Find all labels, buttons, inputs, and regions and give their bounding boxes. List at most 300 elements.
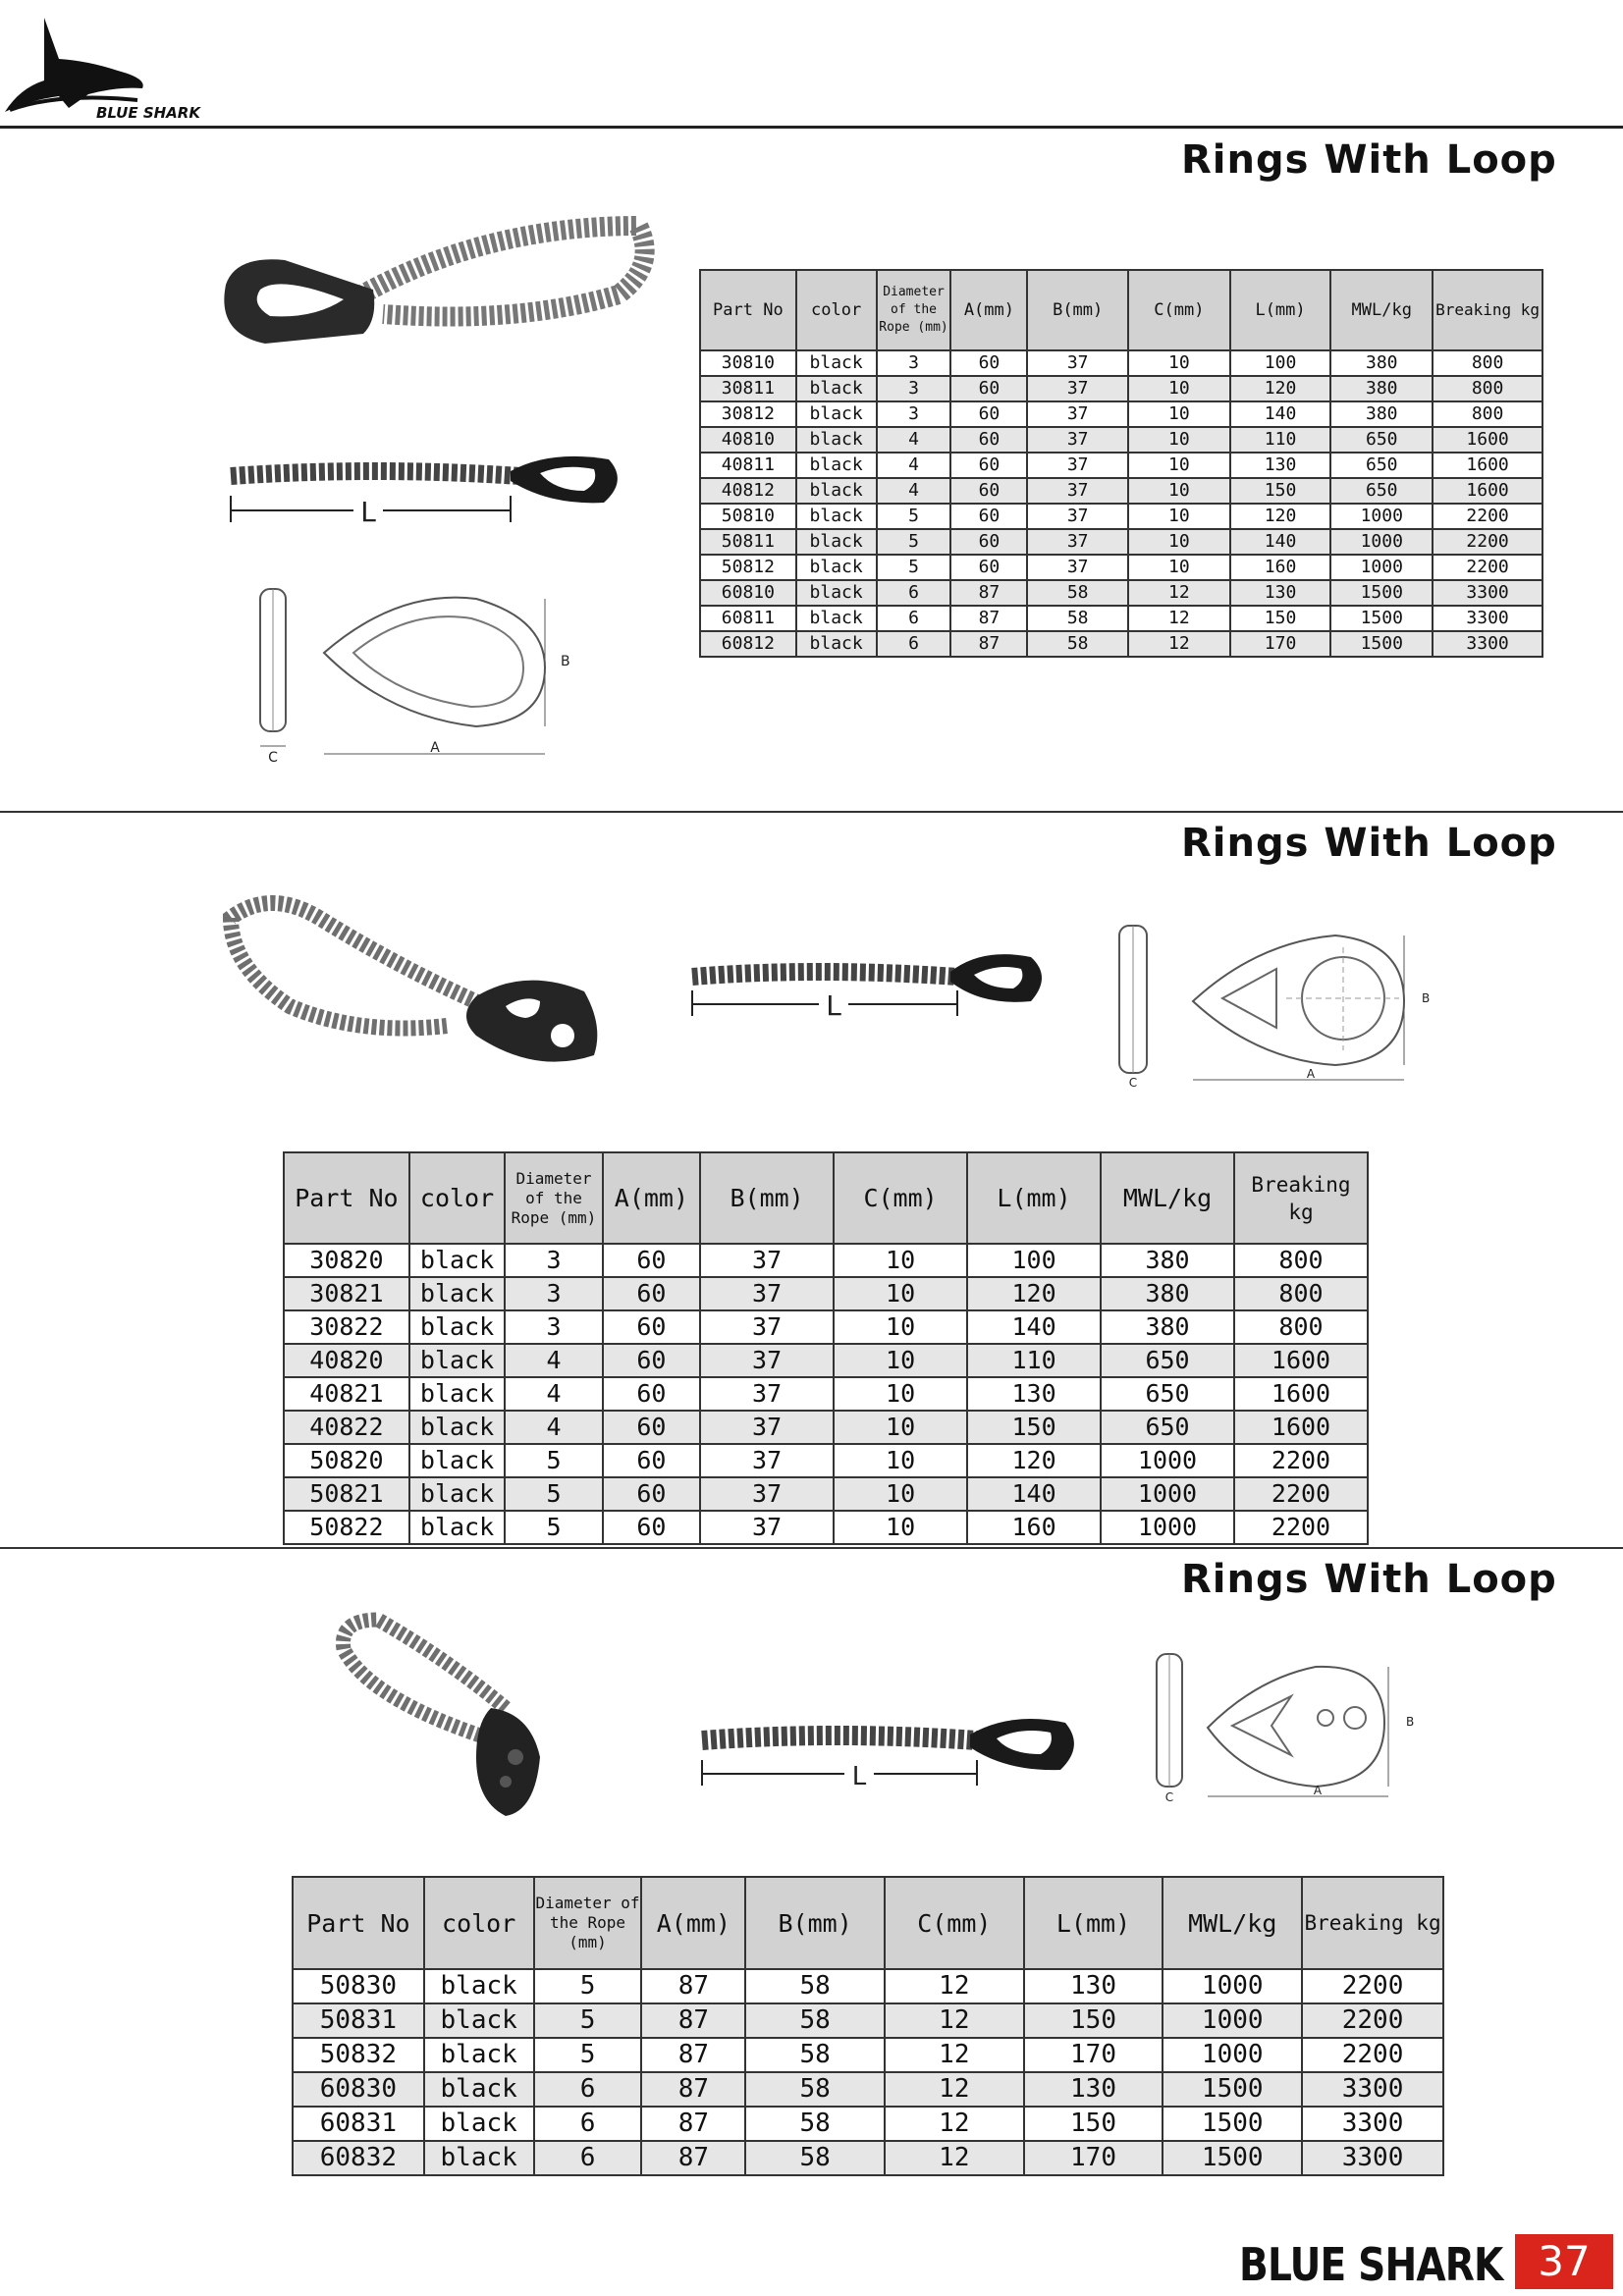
- table-cell: 110: [1230, 427, 1331, 453]
- dimension-l-label: L: [851, 1762, 867, 1791]
- table-cell: 37: [1027, 427, 1128, 453]
- table-row: [700, 529, 1542, 555]
- table-cell: 50832: [293, 2038, 424, 2072]
- table-cell: 60: [603, 1477, 700, 1511]
- table-row: [700, 478, 1542, 504]
- table-cell: 10: [1128, 529, 1230, 555]
- table-row: [700, 631, 1542, 657]
- table-header-cell: L(mm): [1230, 270, 1331, 350]
- table-cell: 2200: [1302, 1969, 1443, 2003]
- table-row: [700, 580, 1542, 606]
- table-cell: 1000: [1330, 555, 1433, 580]
- table-cell: 1000: [1330, 504, 1433, 529]
- table-cell: 30820: [284, 1244, 409, 1277]
- table-cell: 2200: [1302, 2003, 1443, 2038]
- table-cell: 130: [1024, 1969, 1163, 2003]
- table-cell: 120: [1230, 504, 1331, 529]
- table-header-cell: B(mm): [700, 1152, 834, 1244]
- table-header-cell: color: [409, 1152, 505, 1244]
- table-cell: 58: [745, 2141, 885, 2175]
- table-cell: 60: [603, 1511, 700, 1544]
- table-cell: 37: [1027, 453, 1128, 478]
- table-cell: 40810: [700, 427, 796, 453]
- table-cell: 1500: [1330, 580, 1433, 606]
- table-cell: 58: [745, 2038, 885, 2072]
- table-cell: 110: [967, 1344, 1101, 1377]
- table-header-cell: A(mm): [950, 270, 1027, 350]
- table-row: [700, 376, 1542, 401]
- table-cell: 12: [1128, 631, 1230, 657]
- table-cell: 3300: [1433, 631, 1542, 657]
- table-cell: 87: [641, 2038, 745, 2072]
- table-cell: 60: [950, 504, 1027, 529]
- table-cell: 37: [1027, 350, 1128, 376]
- table-row: [284, 1477, 1368, 1511]
- spec-table: [283, 1151, 1369, 1545]
- table-cell: 37: [700, 1411, 834, 1444]
- table-cell: 37: [700, 1444, 834, 1477]
- table-row: [700, 504, 1542, 529]
- table-cell: 120: [1230, 376, 1331, 401]
- table-cell: 10: [834, 1477, 967, 1511]
- table-cell: 58: [1027, 631, 1128, 657]
- table-cell: 800: [1433, 350, 1542, 376]
- table-cell: 130: [1230, 580, 1331, 606]
- table-row: [284, 1444, 1368, 1477]
- table-cell: 650: [1330, 427, 1433, 453]
- dimension-a-label: A: [1306, 1067, 1316, 1081]
- table-cell: 60: [950, 427, 1027, 453]
- table-cell: 60811: [700, 606, 796, 631]
- table-cell: 12: [885, 2107, 1024, 2141]
- table-cell: 3: [505, 1277, 602, 1310]
- table-cell: 1600: [1433, 478, 1542, 504]
- table-cell: 6: [534, 2072, 642, 2107]
- table-row: [293, 2003, 1443, 2038]
- header-rule: [0, 126, 1623, 129]
- table-cell: black: [796, 427, 877, 453]
- table-cell: 50830: [293, 1969, 424, 2003]
- table-cell: 4: [877, 478, 951, 504]
- table-cell: 800: [1433, 401, 1542, 427]
- table-cell: 2200: [1234, 1511, 1368, 1544]
- table-cell: 380: [1101, 1244, 1234, 1277]
- dimension-b-label: B: [1406, 1715, 1415, 1729]
- table-row: [284, 1511, 1368, 1544]
- table-cell: black: [409, 1477, 505, 1511]
- table-cell: 37: [700, 1511, 834, 1544]
- table-cell: 30810: [700, 350, 796, 376]
- table-row: [293, 2072, 1443, 2107]
- table-cell: black: [409, 1411, 505, 1444]
- table-header-row: [700, 270, 1542, 350]
- table-cell: 5: [505, 1477, 602, 1511]
- table-cell: black: [409, 1444, 505, 1477]
- table-cell: 6: [877, 580, 951, 606]
- table-cell: 30811: [700, 376, 796, 401]
- table-header-row: [284, 1152, 1368, 1244]
- table-cell: 100: [967, 1244, 1101, 1277]
- table-cell: 4: [877, 427, 951, 453]
- table-cell: 50811: [700, 529, 796, 555]
- table-cell: 87: [641, 2003, 745, 2038]
- table-cell: 37: [700, 1310, 834, 1344]
- table-header-cell: L(mm): [1024, 1877, 1163, 1969]
- table-cell: 60: [603, 1411, 700, 1444]
- table-cell: 1000: [1163, 2003, 1302, 2038]
- table-cell: 150: [967, 1411, 1101, 1444]
- table-cell: black: [424, 2003, 534, 2038]
- table-cell: 58: [745, 2107, 885, 2141]
- table-cell: 3300: [1433, 606, 1542, 631]
- table-header-cell: Part No: [700, 270, 796, 350]
- table-cell: 1500: [1163, 2107, 1302, 2141]
- table-row: [284, 1411, 1368, 1444]
- table-cell: 87: [641, 1969, 745, 2003]
- table-cell: 50822: [284, 1511, 409, 1544]
- table-cell: 170: [1024, 2038, 1163, 2072]
- table-cell: 40822: [284, 1411, 409, 1444]
- table-cell: 37: [1027, 376, 1128, 401]
- table-cell: 140: [967, 1477, 1101, 1511]
- table-cell: 1600: [1234, 1344, 1368, 1377]
- table-cell: 380: [1330, 350, 1433, 376]
- table-cell: 1500: [1330, 606, 1433, 631]
- table-cell: 1500: [1330, 631, 1433, 657]
- table-cell: 10: [834, 1411, 967, 1444]
- table-cell: 1600: [1234, 1411, 1368, 1444]
- table-cell: 30821: [284, 1277, 409, 1310]
- table-cell: 6: [877, 631, 951, 657]
- table-cell: 5: [505, 1511, 602, 1544]
- dimension-b-label: B: [561, 654, 570, 669]
- table-cell: 1600: [1234, 1377, 1368, 1411]
- table-cell: 800: [1234, 1310, 1368, 1344]
- table-row: [700, 427, 1542, 453]
- table-cell: black: [796, 401, 877, 427]
- table-cell: black: [409, 1377, 505, 1411]
- table-header-cell: Diameter of the Rope (mm): [534, 1877, 642, 1969]
- table-cell: 150: [1024, 2003, 1163, 2038]
- table-cell: black: [424, 2038, 534, 2072]
- table-cell: 4: [505, 1377, 602, 1411]
- table-cell: 2200: [1234, 1444, 1368, 1477]
- table-cell: 60: [950, 529, 1027, 555]
- table-cell: 87: [950, 580, 1027, 606]
- table-cell: 60831: [293, 2107, 424, 2141]
- table-cell: 120: [967, 1277, 1101, 1310]
- table-cell: 120: [967, 1444, 1101, 1477]
- table-cell: 800: [1234, 1277, 1368, 1310]
- table-cell: 10: [1128, 453, 1230, 478]
- dimension-b-label: B: [1422, 991, 1431, 1005]
- table-row: [700, 555, 1542, 580]
- table-cell: 380: [1101, 1277, 1234, 1310]
- dimension-c-label: C: [1164, 1790, 1174, 1804]
- table-cell: 2200: [1302, 2038, 1443, 2072]
- table-header-cell: A(mm): [641, 1877, 745, 1969]
- table-cell: 10: [834, 1344, 967, 1377]
- table-cell: 3: [877, 401, 951, 427]
- table-cell: 3300: [1302, 2141, 1443, 2175]
- table-cell: 58: [1027, 580, 1128, 606]
- table-row: [284, 1377, 1368, 1411]
- table-header-row: [293, 1877, 1443, 1969]
- logo: [0, 10, 236, 128]
- table-header-cell: Breaking kg: [1302, 1877, 1443, 1969]
- table-cell: 2200: [1433, 529, 1542, 555]
- table-cell: 60832: [293, 2141, 424, 2175]
- table-cell: 60812: [700, 631, 796, 657]
- table-cell: 12: [1128, 580, 1230, 606]
- table-cell: 1000: [1101, 1511, 1234, 1544]
- table-cell: 140: [967, 1310, 1101, 1344]
- table-cell: 3: [505, 1244, 602, 1277]
- table-cell: 10: [834, 1511, 967, 1544]
- table-cell: 130: [967, 1377, 1101, 1411]
- section-title: Rings With Loop: [1181, 137, 1557, 183]
- table-cell: 140: [1230, 401, 1331, 427]
- table-cell: 37: [700, 1244, 834, 1277]
- table-cell: 10: [1128, 350, 1230, 376]
- dimension-a-label: A: [430, 740, 440, 756]
- table-cell: 60: [603, 1277, 700, 1310]
- table-cell: black: [424, 2072, 534, 2107]
- table-row: [700, 401, 1542, 427]
- table-row: [700, 606, 1542, 631]
- table-cell: 12: [885, 2072, 1024, 2107]
- table-cell: 50810: [700, 504, 796, 529]
- table-row: [284, 1244, 1368, 1277]
- dimension-c-label: C: [1128, 1076, 1138, 1090]
- table-cell: 4: [505, 1344, 602, 1377]
- table-cell: 37: [1027, 504, 1128, 529]
- table-cell: 10: [834, 1444, 967, 1477]
- table-cell: 3300: [1302, 2107, 1443, 2141]
- logo-text: BLUE SHARK: [96, 104, 200, 122]
- table-header-cell: C(mm): [1128, 270, 1230, 350]
- table-cell: 10: [1128, 401, 1230, 427]
- table-cell: 10: [834, 1244, 967, 1277]
- table-row: [284, 1344, 1368, 1377]
- table-cell: 3: [877, 376, 951, 401]
- table-cell: black: [796, 606, 877, 631]
- table-cell: 800: [1433, 376, 1542, 401]
- page-number: 37: [1515, 2234, 1613, 2289]
- table-cell: 12: [885, 1969, 1024, 2003]
- table-cell: 60: [950, 350, 1027, 376]
- table-cell: 3: [877, 350, 951, 376]
- table-header-cell: L(mm): [967, 1152, 1101, 1244]
- table-cell: 650: [1101, 1411, 1234, 1444]
- table-header-cell: Breaking kg: [1433, 270, 1542, 350]
- table-header-cell: C(mm): [885, 1877, 1024, 1969]
- table-cell: 650: [1330, 478, 1433, 504]
- table-row: [293, 2107, 1443, 2141]
- table-cell: 1600: [1433, 453, 1542, 478]
- technical-drawing: [1149, 1649, 1424, 1806]
- table-cell: black: [409, 1344, 505, 1377]
- table-cell: 380: [1330, 401, 1433, 427]
- table-cell: 100: [1230, 350, 1331, 376]
- table-cell: 130: [1024, 2072, 1163, 2107]
- table-cell: 60: [603, 1344, 700, 1377]
- table-cell: 60: [950, 453, 1027, 478]
- dimension-c-label: C: [268, 750, 278, 766]
- table-cell: 40820: [284, 1344, 409, 1377]
- table-cell: 10: [1128, 376, 1230, 401]
- table-header-cell: MWL/kg: [1330, 270, 1433, 350]
- table-cell: 3300: [1302, 2072, 1443, 2107]
- table-cell: 5: [877, 504, 951, 529]
- table-cell: 10: [1128, 504, 1230, 529]
- section-divider: [0, 811, 1623, 813]
- table-cell: 5: [877, 555, 951, 580]
- technical-drawing: [1109, 918, 1443, 1090]
- table-cell: 60830: [293, 2072, 424, 2107]
- table-header-cell: B(mm): [1027, 270, 1128, 350]
- spec-table: [699, 269, 1543, 658]
- table-cell: 5: [877, 529, 951, 555]
- table-cell: 6: [534, 2107, 642, 2141]
- table-cell: 60: [950, 555, 1027, 580]
- table-cell: 37: [1027, 555, 1128, 580]
- product-photo: [211, 879, 614, 1085]
- section-title: Rings With Loop: [1181, 1557, 1557, 1602]
- technical-drawing: [250, 579, 574, 766]
- table-cell: 12: [885, 2003, 1024, 2038]
- table-cell: black: [796, 478, 877, 504]
- section-title: Rings With Loop: [1181, 821, 1557, 866]
- table-cell: 2200: [1234, 1477, 1368, 1511]
- table-header-cell: Diameter of the Rope (mm): [877, 270, 951, 350]
- table-cell: 50820: [284, 1444, 409, 1477]
- table-cell: black: [424, 2141, 534, 2175]
- table-cell: black: [796, 529, 877, 555]
- table-cell: 30812: [700, 401, 796, 427]
- table-cell: 37: [700, 1477, 834, 1511]
- table-cell: 150: [1230, 606, 1331, 631]
- table-cell: 650: [1101, 1344, 1234, 1377]
- table-cell: 37: [1027, 401, 1128, 427]
- table-cell: black: [796, 580, 877, 606]
- table-cell: 150: [1024, 2107, 1163, 2141]
- table-cell: 50831: [293, 2003, 424, 2038]
- table-cell: 60: [950, 376, 1027, 401]
- table-header-cell: color: [796, 270, 877, 350]
- table-cell: 5: [534, 1969, 642, 2003]
- product-diagram-length: [226, 452, 628, 530]
- table-cell: 60: [603, 1244, 700, 1277]
- product-diagram-length: [697, 1713, 1080, 1801]
- table-cell: 58: [745, 1969, 885, 2003]
- table-cell: 50821: [284, 1477, 409, 1511]
- product-photo: [206, 206, 658, 353]
- table-cell: 5: [505, 1444, 602, 1477]
- table-cell: 1600: [1433, 427, 1542, 453]
- table-cell: 800: [1234, 1244, 1368, 1277]
- table-cell: 87: [641, 2072, 745, 2107]
- table-header-cell: color: [424, 1877, 534, 1969]
- table-cell: 6: [877, 606, 951, 631]
- spec-table: [292, 1876, 1444, 2176]
- table-cell: 12: [1128, 606, 1230, 631]
- table-cell: black: [409, 1244, 505, 1277]
- table-cell: 12: [885, 2141, 1024, 2175]
- table-cell: 87: [641, 2141, 745, 2175]
- table-cell: 60: [603, 1444, 700, 1477]
- table-cell: 60810: [700, 580, 796, 606]
- table-cell: 37: [700, 1277, 834, 1310]
- table-cell: 140: [1230, 529, 1331, 555]
- table-cell: 40821: [284, 1377, 409, 1411]
- table-cell: 4: [505, 1411, 602, 1444]
- table-cell: 87: [950, 631, 1027, 657]
- footer-brand: BLUE SHARK: [1239, 2238, 1503, 2291]
- table-cell: 10: [1128, 427, 1230, 453]
- table-cell: 5: [534, 2038, 642, 2072]
- table-cell: 37: [1027, 478, 1128, 504]
- table-cell: 60: [603, 1310, 700, 1344]
- table-header-cell: Part No: [293, 1877, 424, 1969]
- table-cell: 1000: [1101, 1477, 1234, 1511]
- table-cell: black: [424, 2107, 534, 2141]
- table-cell: 12: [885, 2038, 1024, 2072]
- table-header-cell: Part No: [284, 1152, 409, 1244]
- table-cell: 3300: [1433, 580, 1542, 606]
- table-header-cell: C(mm): [834, 1152, 967, 1244]
- table-row: [293, 2141, 1443, 2175]
- table-cell: 10: [834, 1310, 967, 1344]
- table-cell: 37: [700, 1344, 834, 1377]
- table-row: [293, 1969, 1443, 2003]
- table-row: [700, 350, 1542, 376]
- table-cell: 87: [641, 2107, 745, 2141]
- table-cell: 4: [877, 453, 951, 478]
- table-cell: 87: [950, 606, 1027, 631]
- table-row: [700, 453, 1542, 478]
- table-cell: 170: [1230, 631, 1331, 657]
- product-diagram-length: [687, 947, 1060, 1026]
- table-cell: 1500: [1163, 2072, 1302, 2107]
- table-cell: 37: [1027, 529, 1128, 555]
- table-cell: 650: [1330, 453, 1433, 478]
- table-cell: 1000: [1330, 529, 1433, 555]
- table-cell: 380: [1101, 1310, 1234, 1344]
- table-cell: 60: [950, 401, 1027, 427]
- table-row: [293, 2038, 1443, 2072]
- table-header-cell: MWL/kg: [1101, 1152, 1234, 1244]
- table-cell: 1000: [1101, 1444, 1234, 1477]
- table-cell: 170: [1024, 2141, 1163, 2175]
- table-cell: black: [424, 1969, 534, 2003]
- table-cell: black: [796, 504, 877, 529]
- table-cell: 160: [967, 1511, 1101, 1544]
- table-cell: 1500: [1163, 2141, 1302, 2175]
- table-cell: 37: [700, 1377, 834, 1411]
- table-cell: 58: [745, 2003, 885, 2038]
- table-cell: 40811: [700, 453, 796, 478]
- table-header-cell: A(mm): [603, 1152, 700, 1244]
- dimension-l-label: L: [826, 989, 841, 1022]
- table-cell: 1000: [1163, 2038, 1302, 2072]
- table-cell: 380: [1330, 376, 1433, 401]
- table-cell: 3: [505, 1310, 602, 1344]
- table-cell: 650: [1101, 1377, 1234, 1411]
- dimension-l-label: L: [360, 496, 376, 528]
- table-cell: 10: [1128, 478, 1230, 504]
- table-cell: 10: [834, 1377, 967, 1411]
